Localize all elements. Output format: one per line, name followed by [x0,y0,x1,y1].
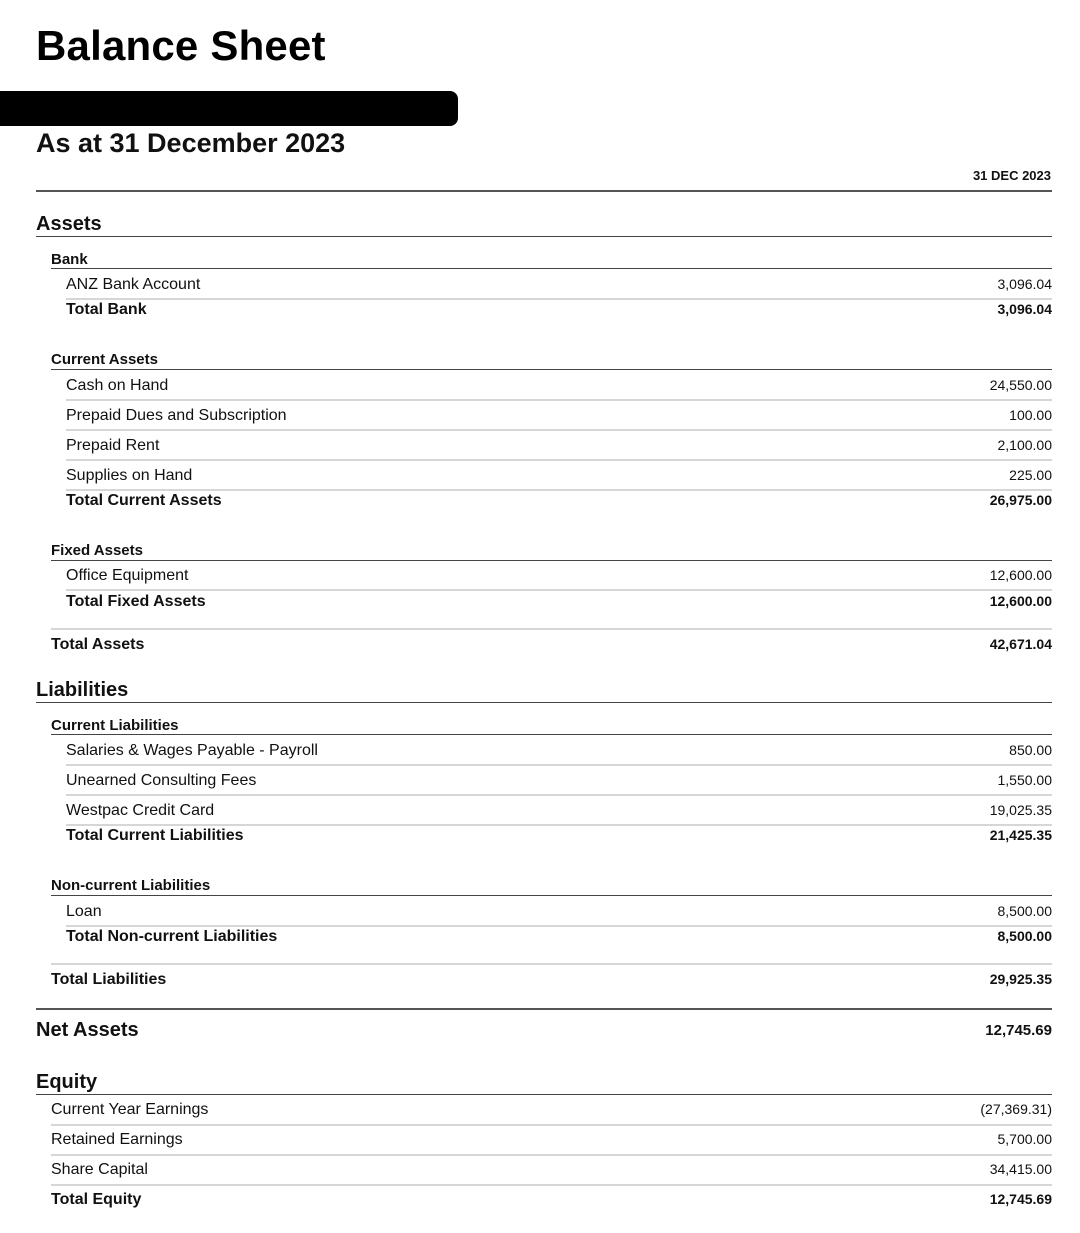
row-value: 29,925.35 [989,971,1052,987]
row-label: Supplies on Hand [66,467,193,484]
row-label: ANZ Bank Account [66,276,201,293]
equity-rule [36,1094,1052,1095]
table-row [36,407,1052,429]
row-value: 12,745.69 [985,1022,1052,1039]
row-value: 8,500.00 [997,903,1052,919]
table-row [36,802,1052,824]
column-header-date: 31 DEC 2023 [972,168,1051,183]
row-label: Cash on Hand [66,377,169,394]
table-row [36,1131,1052,1153]
table-row [36,772,1052,794]
non-current-liabilities-rule [51,895,1052,896]
row-divider [66,824,1052,826]
row-value: 26,975.00 [989,492,1052,508]
row-value: 850.00 [1009,742,1052,758]
row-label: Total Fixed Assets [66,593,206,610]
row-label: Net Assets [36,1019,139,1041]
total-row-bank [36,301,1052,323]
row-divider [51,1124,1052,1126]
row-divider [66,399,1052,401]
row-value: 42,671.04 [989,636,1052,652]
net-assets-rule [36,1008,1052,1010]
table-row [36,437,1052,459]
row-value: 21,425.35 [989,827,1052,843]
row-value: 3,096.04 [997,301,1052,317]
row-value: 225.00 [1009,467,1052,483]
row-divider [51,963,1052,965]
row-label: Total Non-current Liabilities [66,928,278,945]
row-label: Prepaid Dues and Subscription [66,407,287,424]
section-heading-liabilities: Liabilities [36,679,129,701]
row-value: 1,550.00 [997,772,1052,788]
row-label: Total Current Liabilities [66,827,244,844]
row-value: (27,369.31) [980,1101,1052,1117]
row-label: Salaries & Wages Payable - Payroll [66,742,318,759]
row-label: Total Equity [51,1191,142,1208]
row-label: Office Equipment [66,567,189,584]
row-label: Share Capital [51,1161,148,1178]
total-row-assets [36,636,1052,658]
assets-rule [36,236,1052,237]
row-value: 12,600.00 [989,593,1052,609]
row-label: Retained Earnings [51,1131,183,1148]
net-assets-row [36,1019,1052,1041]
table-row [36,1101,1052,1123]
table-row [36,377,1052,399]
table-row [36,742,1052,764]
row-divider [66,298,1052,300]
liabilities-rule [36,702,1052,703]
table-row [36,903,1052,925]
row-value: 5,700.00 [997,1131,1052,1147]
group-heading-bank: Bank [51,251,88,268]
row-label: Total Assets [51,636,145,653]
row-divider [66,794,1052,796]
redacted-company-name [0,91,458,126]
bank-rule [51,268,1052,269]
report-subtitle: As at 31 December 2023 [36,128,346,158]
current-liabilities-rule [51,734,1052,735]
row-value: 24,550.00 [989,377,1052,393]
row-divider [66,925,1052,927]
row-divider [51,628,1052,630]
row-divider [66,429,1052,431]
row-divider [66,764,1052,766]
row-value: 12,745.69 [989,1191,1052,1207]
row-value: 2,100.00 [997,437,1052,453]
total-row-fixed-assets [36,593,1052,615]
table-row [36,276,1052,298]
table-row [36,567,1052,589]
row-value: 100.00 [1009,407,1052,423]
row-value: 34,415.00 [989,1161,1052,1177]
row-divider [66,459,1052,461]
report-title: Balance Sheet [36,22,326,69]
row-divider [66,589,1052,591]
group-heading-current-liabilities: Current Liabilities [51,717,179,734]
row-value: 3,096.04 [997,276,1052,292]
total-row-equity [36,1191,1052,1213]
table-row [36,467,1052,489]
section-heading-assets: Assets [36,213,102,235]
row-label: Loan [66,903,102,920]
row-value: 12,600.00 [989,567,1052,583]
fixed-assets-rule [51,560,1052,561]
row-label: Unearned Consulting Fees [66,772,257,789]
row-divider [66,489,1052,491]
row-label: Total Bank [66,301,147,318]
group-heading-current-assets: Current Assets [51,351,158,368]
row-divider [51,1154,1052,1156]
group-heading-non-current-liabilities: Non-current Liabilities [51,877,211,894]
current-assets-rule [51,369,1052,370]
total-row-current-assets [36,492,1052,514]
total-row-liabilities [36,971,1052,993]
total-row-non-current-liabilities [36,928,1052,950]
row-label: Total Liabilities [51,971,167,988]
row-label: Prepaid Rent [66,437,160,454]
section-heading-equity: Equity [36,1071,98,1093]
row-value: 8,500.00 [997,928,1052,944]
row-value: 19,025.35 [989,802,1052,818]
group-heading-fixed-assets: Fixed Assets [51,542,143,559]
header-rule [36,190,1052,192]
row-label: Westpac Credit Card [66,802,215,819]
total-row-current-liabilities [36,827,1052,849]
row-divider [51,1184,1052,1186]
table-row [36,1161,1052,1183]
row-label: Current Year Earnings [51,1101,209,1118]
row-label: Total Current Assets [66,492,222,509]
